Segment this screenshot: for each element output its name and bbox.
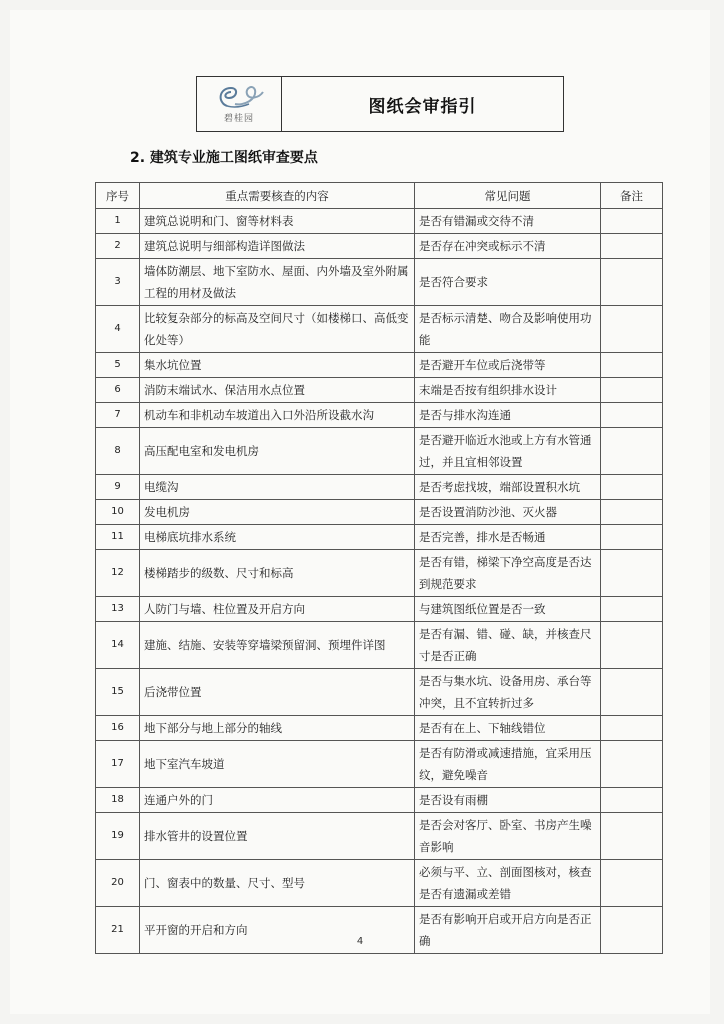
- document-header: [196, 76, 564, 132]
- row-issue: 必须与平、立、剖面图核对，核查是否有遗漏或差错: [415, 860, 601, 907]
- row-issue: 是否设置消防沙池、灭火器: [415, 500, 601, 525]
- row-note: [601, 428, 663, 475]
- row-number: 21: [96, 907, 140, 954]
- row-content: 地下室汽车坡道: [140, 741, 415, 788]
- page-number: 4: [356, 936, 364, 947]
- row-issue: 是否有漏、错、碰、缺，并核查尺寸是否正确: [415, 622, 601, 669]
- table-body: [96, 209, 663, 954]
- row-content: 高压配电室和发电机房: [140, 428, 415, 475]
- header-note: 备注: [601, 183, 663, 209]
- row-note: [601, 475, 663, 500]
- table-row: [96, 860, 663, 907]
- row-issue: 是否符合要求: [415, 259, 601, 306]
- row-number: 12: [96, 550, 140, 597]
- header-content: 重点需要核查的内容: [140, 183, 415, 209]
- row-content: 建筑总说明与细部构造详图做法: [140, 234, 415, 259]
- row-issue: 是否避开临近水池或上方有水管通过，并且宜相邻设置: [415, 428, 601, 475]
- table-row: [96, 741, 663, 788]
- header-issue: 常见问题: [415, 183, 601, 209]
- row-number: 17: [96, 741, 140, 788]
- row-number: 18: [96, 788, 140, 813]
- table-row: [96, 525, 663, 550]
- row-note: [601, 378, 663, 403]
- row-note: [601, 234, 663, 259]
- row-issue: 是否避开车位或后浇带等: [415, 353, 601, 378]
- row-note: [601, 550, 663, 597]
- row-content: 电缆沟: [140, 475, 415, 500]
- row-number: 20: [96, 860, 140, 907]
- table-header-row: [96, 183, 663, 209]
- row-issue: 是否有影响开启或开启方向是否正确: [415, 907, 601, 954]
- table-row: [96, 597, 663, 622]
- row-note: [601, 860, 663, 907]
- row-note: [601, 622, 663, 669]
- table-row: [96, 428, 663, 475]
- table-row: [96, 669, 663, 716]
- row-number: 3: [96, 259, 140, 306]
- row-content: 地下部分与地上部分的轴线: [140, 716, 415, 741]
- row-issue: 是否有错漏或交待不清: [415, 209, 601, 234]
- row-number: 8: [96, 428, 140, 475]
- row-note: [601, 716, 663, 741]
- row-number: 5: [96, 353, 140, 378]
- row-issue: 是否有错，梯梁下净空高度是否达到规范要求: [415, 550, 601, 597]
- table-row: [96, 234, 663, 259]
- row-number: 15: [96, 669, 140, 716]
- row-content: 排水管井的设置位置: [140, 813, 415, 860]
- row-number: 7: [96, 403, 140, 428]
- row-note: [601, 209, 663, 234]
- table-row: [96, 259, 663, 306]
- row-note: [601, 403, 663, 428]
- row-issue: 是否有防滑或减速措施，宜采用压纹，避免噪音: [415, 741, 601, 788]
- row-number: 10: [96, 500, 140, 525]
- company-logo-icon: [209, 84, 269, 110]
- logo-text: 碧桂园: [223, 114, 254, 124]
- row-note: [601, 741, 663, 788]
- table-row: [96, 550, 663, 597]
- row-issue: 是否会对客厅、卧室、书房产生噪音影响: [415, 813, 601, 860]
- row-issue: 是否考虑找坡，端部设置积水坑: [415, 475, 601, 500]
- row-number: 6: [96, 378, 140, 403]
- row-content: 连通户外的门: [140, 788, 415, 813]
- row-issue: 是否设有雨棚: [415, 788, 601, 813]
- row-content: 平开窗的开启和方向: [140, 907, 415, 954]
- row-number: 14: [96, 622, 140, 669]
- table-row: [96, 500, 663, 525]
- row-content: 墙体防潮层、地下室防水、屋面、内外墙及室外附属工程的用材及做法: [140, 259, 415, 306]
- document-title: 图纸会审指引: [368, 96, 477, 117]
- row-content: 建筑总说明和门、窗等材料表: [140, 209, 415, 234]
- row-content: 人防门与墙、柱位置及开启方向: [140, 597, 415, 622]
- table-row: [96, 378, 663, 403]
- row-content: 集水坑位置: [140, 353, 415, 378]
- row-note: [601, 788, 663, 813]
- logo-cell: [197, 77, 282, 131]
- row-content: 机动车和非机动车坡道出入口外沿所设截水沟: [140, 403, 415, 428]
- row-number: 13: [96, 597, 140, 622]
- row-number: 1: [96, 209, 140, 234]
- table-row: [96, 716, 663, 741]
- row-number: 16: [96, 716, 140, 741]
- table-row: [96, 353, 663, 378]
- table-row: [96, 788, 663, 813]
- row-note: [601, 259, 663, 306]
- review-table: [95, 182, 663, 954]
- row-content: 楼梯踏步的级数、尺寸和标高: [140, 550, 415, 597]
- row-issue: 是否与排水沟连通: [415, 403, 601, 428]
- row-note: [601, 353, 663, 378]
- row-issue: 是否存在冲突或标示不清: [415, 234, 601, 259]
- row-content: 消防末端试水、保洁用水点位置: [140, 378, 415, 403]
- table-row: [96, 622, 663, 669]
- row-note: [601, 669, 663, 716]
- row-note: [601, 500, 663, 525]
- row-note: [601, 597, 663, 622]
- row-issue: 末端是否按有组织排水设计: [415, 378, 601, 403]
- row-issue: 是否完善，排水是否畅通: [415, 525, 601, 550]
- header-no: 序号: [96, 183, 140, 209]
- row-content: 电梯底坑排水系统: [140, 525, 415, 550]
- table-row: [96, 306, 663, 353]
- row-content: 门、窗表中的数量、尺寸、型号: [140, 860, 415, 907]
- row-content: 建施、结施、安装等穿墙梁预留洞、预埋件详图: [140, 622, 415, 669]
- table-row: [96, 475, 663, 500]
- row-content: 发电机房: [140, 500, 415, 525]
- row-note: [601, 306, 663, 353]
- row-number: 11: [96, 525, 140, 550]
- row-issue: 是否标示清楚、吻合及影响使用功能: [415, 306, 601, 353]
- table-row: [96, 209, 663, 234]
- row-number: 2: [96, 234, 140, 259]
- row-issue: 是否有在上、下轴线错位: [415, 716, 601, 741]
- row-number: 19: [96, 813, 140, 860]
- row-content: 后浇带位置: [140, 669, 415, 716]
- row-issue: 是否与集水坑、设备用房、承台等冲突，且不宜转折过多: [415, 669, 601, 716]
- table-row: [96, 403, 663, 428]
- section-title: 2. 建筑专业施工图纸审查要点: [130, 150, 318, 166]
- table-row: [96, 813, 663, 860]
- row-number: 4: [96, 306, 140, 353]
- row-issue: 与建筑图纸位置是否一致: [415, 597, 601, 622]
- row-content: 比较复杂部分的标高及空间尺寸（如楼梯口、高低变化处等）: [140, 306, 415, 353]
- row-number: 9: [96, 475, 140, 500]
- row-note: [601, 813, 663, 860]
- document-page: [10, 10, 710, 1014]
- row-note: [601, 525, 663, 550]
